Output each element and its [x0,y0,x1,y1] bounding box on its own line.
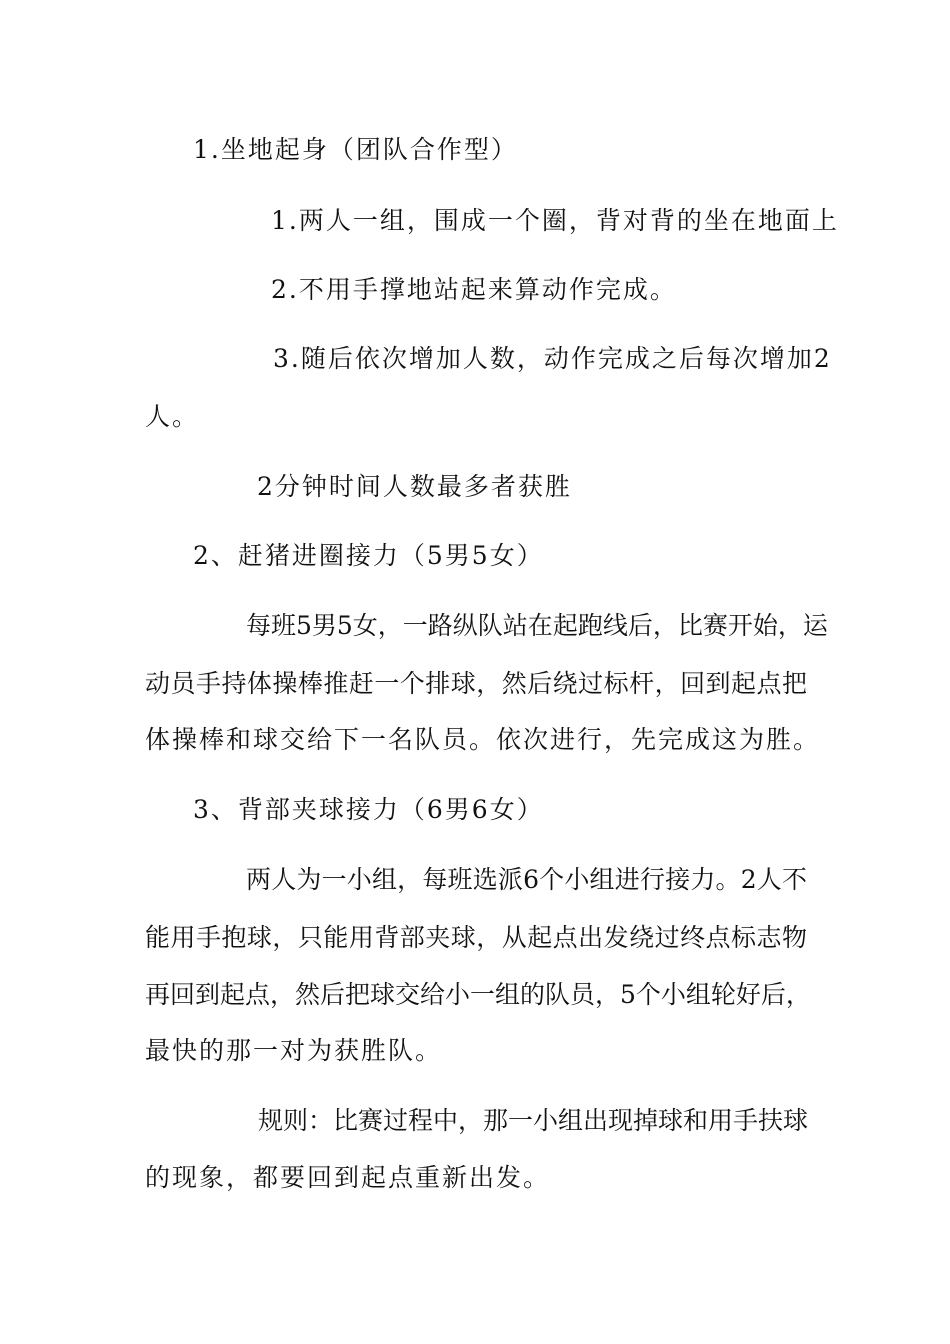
section3-body-line1: 两人为一小组，每班选派6个小组进行接力。2人不 [246,865,807,894]
section3-body-line2: 能用手抱球，只能用背部夹球，从起点出发绕过终点标志物 [145,923,807,952]
section1-step3-line2: 人。 [145,402,200,431]
section3-heading: 3、背部夹球接力（6男6女） [193,795,544,824]
section2-body-line3: 体操棒和球交给下一名队员。依次进行，先完成这为胜。 [145,725,821,754]
section3-body-line3: 再回到起点，然后把球交给小一组的队员，5个小组轮好后， [145,980,811,1009]
section1-win-rule: 2分钟时间人数最多者获胜 [257,472,572,501]
section3-rule-line2: 的现象，都要回到起点重新出发。 [145,1163,551,1192]
section2-body-line2: 动员手持体操棒推赶一个排球，然后绕过标杆，回到起点把 [145,669,807,698]
section2-heading: 2、赶猪进圈接力（5男5女） [193,541,544,570]
section3-body-line4: 最快的那一对为获胜队。 [145,1036,443,1065]
section1-heading: 1.坐地起身（团队合作型） [193,135,518,164]
section3-rule-line1: 规则：比赛过程中，那一小组出现掉球和用手扶球 [258,1106,809,1135]
section2-body-line1: 每班5男5女，一路纵队站在起跑线后，比赛开始，运 [246,611,828,640]
section1-step2: 2.不用手撑地站起来算动作完成。 [271,275,677,304]
section1-step3-line1: 3.随后依次增加人数，动作完成之后每次增加2 [273,344,832,373]
section1-step1: 1.两人一组，围成一个圈，背对背的坐在地面上 [271,206,839,235]
